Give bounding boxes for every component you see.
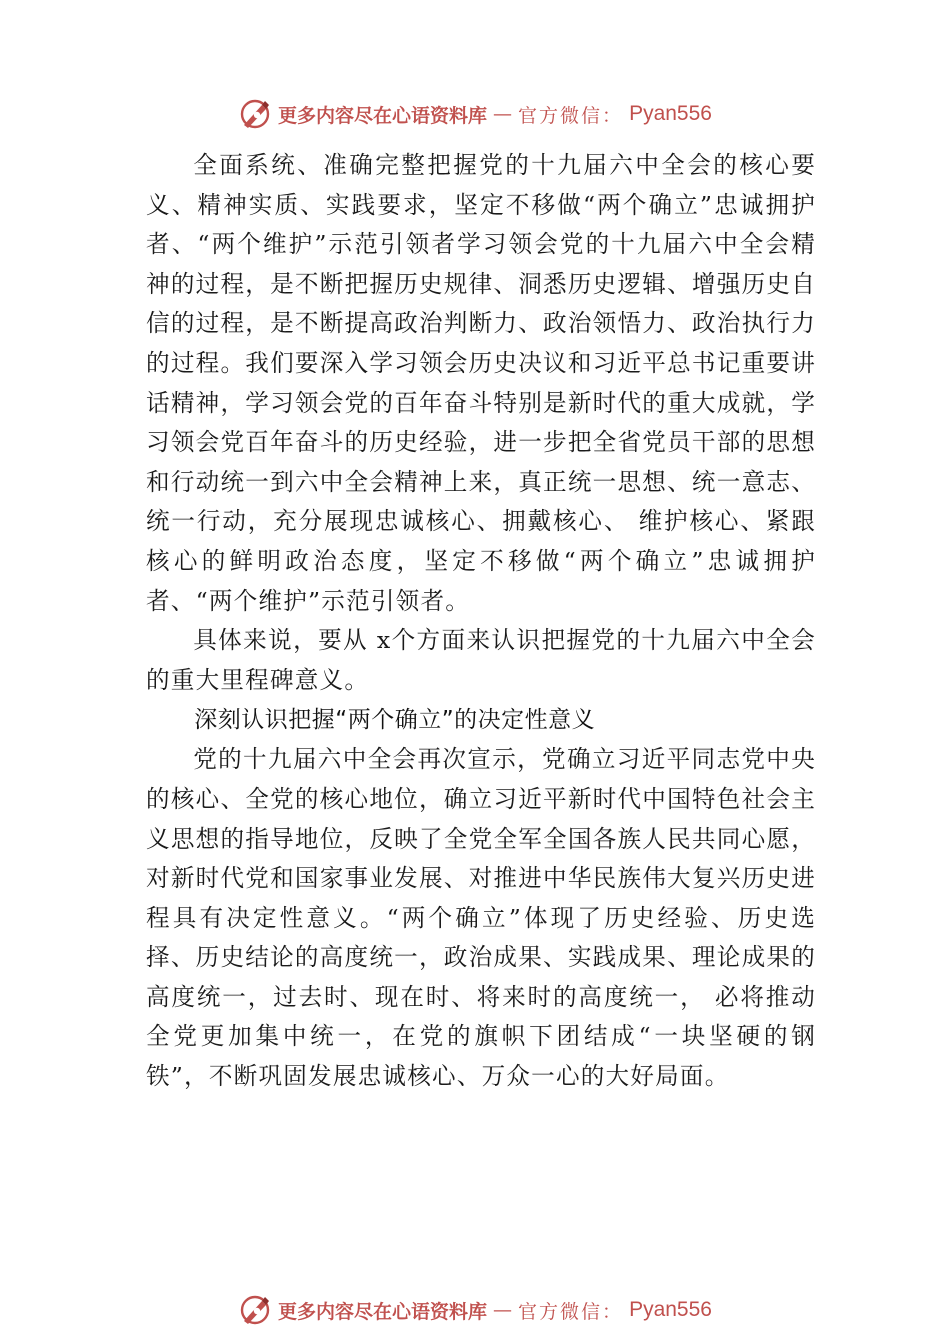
section-heading: 深刻认识把握“两个确立”的决定性意义: [194, 707, 596, 734]
pen-logo-icon: [238, 97, 272, 131]
document-body: [146, 146, 816, 1097]
paragraph-2: 具体来说，要从 x个方面来认识把握党的十九届六中全会的重大里程碑意义。: [146, 626, 816, 694]
paragraph-1: 全面系统、准确完整把握党的十九届六中全会的核心要义、精神实质、实践要求，坚定不移做“两个确立”忠诚拥护者、“两个维护”示范引领者学习领会党的十九届六中全会精神的过程，是不断把握历史规律、洞悉历史逻辑、增强历史自信的过程，是不断提高政治判断力、政治领悟力、政治执行力的过程。我们要深入学习领会历史决议和习近平总书记重要讲话精神，学习领会党的百年奋斗特别是新时代的重大成就，学习领会党百年奋斗的历史经验，进一步把全省党员干部的思想和行动统一到六中全会精神上来，真正统一思想、统一意志、统一行动，充分展现忠诚核心、拥戴核心、 维护核心、紧跟核心的鲜明政治态度，坚定不移做“两个确立”忠诚拥护者、“两个维护”示范引领者。: [146, 151, 816, 615]
watermark-wechat-id: Pyan556: [629, 1298, 712, 1321]
watermark-main-text: 更多内容尽在心语资料库: [278, 104, 488, 127]
pen-logo-icon: [238, 1293, 272, 1327]
header-watermark: [0, 94, 950, 134]
paragraph-3: 党的十九届六中全会再次宣示，党确立习近平同志党中央的核心、全党的核心地位，确立习近平新时代中国特色社会主义思想的指导地位，反映了全党全军全国各族人民共同心愿，对新时代党和国家事业发展、对推进中华民族伟大复兴历史进程具有决定性意义。“两个确立”体现了历史经验、历史选择、历史结论的高度统一，政治成果、实践成果、理论成果的高度统一，过去时、现在时、将来时的高度统一， 必将推动全党更加集中统一，在党的旗帜下团结成“一块坚硬的钢铁”，不断巩固发展忠诚核心、万众一心的大好局面。: [146, 745, 816, 1091]
footer-watermark-inner: [238, 1293, 712, 1327]
watermark-sub-text: 官方微信：: [518, 104, 624, 127]
watermark-sub-text: 官方微信：: [518, 1300, 624, 1323]
watermark-dash: —: [493, 103, 513, 125]
footer-watermark: [0, 1290, 950, 1330]
header-watermark-inner: [238, 97, 712, 131]
watermark-main-text: 更多内容尽在心语资料库: [278, 1300, 488, 1323]
watermark-wechat-id: Pyan556: [629, 102, 712, 125]
watermark-dash: —: [493, 1299, 513, 1321]
